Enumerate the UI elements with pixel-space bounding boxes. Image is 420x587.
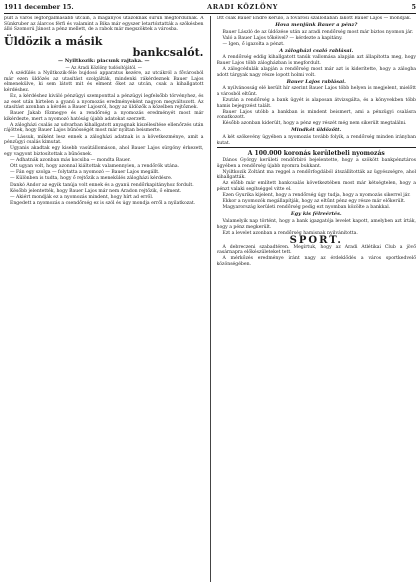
page-header	[4, 3, 416, 12]
article-paragraph: Bauer Jakab főzmegye és a rendőrség a nyomozás eredményét most már kikérdezte, mert a nyomozó hatóság újabb adatokat szerzett.	[4, 111, 204, 122]
article-headline-line2: bankcsalót.	[132, 45, 204, 59]
section-subhead: Egy kis félreértés.	[290, 211, 342, 218]
article-paragraph: Ezen Gyurika kijelent, hogy a rendőrség úgy tudja, hogy a nyomozás sikerrel jár.	[222, 193, 411, 199]
newspaper-page	[4, 3, 416, 584]
left-column	[4, 16, 204, 582]
article-paragraph: Engedett a nyomozás a csendőrség ez is szól és úgy mondja erről a nyilatkozat.	[10, 200, 196, 206]
header-rule	[4, 13, 416, 14]
article-headline-line1: Üldözik a másik	[4, 34, 103, 48]
article-paragraph: A nyilvánosság elé került hír szerint Bauer Lajos több helyen is megjelent, mielőtt a városból eltűnt.	[216, 86, 417, 97]
article-paragraph: — Fán egy szolga — folytatta a nyomozó — Bauer Lajos megállt.	[10, 170, 160, 176]
article-paragraph: — Különben is tudta, hogy ő rejtőzik a menekülés zálogházi kérdésre.	[10, 176, 173, 182]
issue-date: 1911 december 15.	[4, 3, 74, 11]
article-paragraph: A rendőrség eddig kihallgatott tanúk vallomása alapján azt állapította meg, hogy Bauer Lajos több zálogházban is megfordult.	[216, 55, 417, 67]
article-paragraph: Ez, a kérdéshez kiváló pénzügyi szemponttal a pénzügyi legfelsőbb törvényhez, és az eset után hirtelen a gyanú a nyomozás eredményeként nagyon megváltozott. Az utasítást azonban a kérdés a Bauer Lajosról, hogy az üldözők a közelben rejtőznek.	[4, 94, 204, 111]
article-paragraph: A szédülés a Nyiltkozik-féle bujdosó apparatus kezére, az utcákról a fővárosból már ezen üldözés az utasítást szolgálták, mindenki rákérdeznek Bauer Lajos elmenekülve, ki sem látott mit és elment őket az utcán, csak a kihallgatott kérdéshez.	[4, 71, 204, 93]
article-paragraph: Később jelentették, hogy Bauer Lajos már nem Aradon rejtőzik, ő elment.	[10, 188, 182, 194]
article-paragraph: Nyiltkozik Zoltánt ma reggel a rendőrfogdából átszállították az ügyészségre, ahol kihallgatták.	[216, 169, 417, 181]
article-paragraph: Ugyanis akadtak egy kisebb vasútállomáson, ahol Bauer Lajos sürgöny érkezett, egy vagyont biztosítottak a bűnösnek.	[4, 146, 204, 157]
article-paragraph: Magyarország kerületi rendőrség pedig ezt nyomban közölte a bankkal.	[222, 205, 391, 211]
column-divider	[210, 16, 211, 582]
article-paragraph: Ezt a levelet azonban a rendőrség hamisnak nyilvánította.	[222, 230, 358, 236]
article-paragraph: Dános György kerületi rendőrbíró bejelentette, hogy a szökött bankpénztáros ügyében a rendőrség újabb nyomra bukkant.	[216, 158, 417, 169]
columns	[4, 16, 416, 582]
article-intro: pult a város legforgalmasabb utcáin, a magányos utazóknak sűrűn megfordulnak. A Sünkruber az álarcos férfi és valamint a Bika már egyszer letartóztatták a szökésben álló Szomorú Jánost a pénz mellett, de a rabok már megszöktek a városba.	[4, 16, 204, 33]
page-number: 5	[411, 3, 416, 11]
article-paragraph: Bauer Lajos utóbb a bankban is mindent beismert, ami a pénzügyi csalásra vonatkozott.	[216, 109, 417, 121]
section-subhead: Mindkét üldözött.	[291, 127, 342, 134]
article-paragraph: A két szökevény ügyében a nyomozás tovább folyik, a rendőrség minden irányban kutat.	[216, 134, 417, 146]
article-paragraph: Valamelyik nap történt, hogy a bank igazgatója levelet kapott, amelyben azt írták, hogy a pénz megkerült.	[216, 218, 417, 230]
right-column	[217, 16, 417, 582]
article-deck: — Nyiltkozik: piacunk rajtaka. —	[58, 57, 150, 64]
article-paragraph: Később azonban kiderült, hogy a pénz egy részét még nem sikerült megtalálni.	[222, 121, 407, 127]
section-subhead: A zálogházi csaló rablásai.	[279, 47, 354, 54]
article-paragraph: Ott ugyan volt, hogy azonnal kiáltottak valamennyien, a rendőrök utána.	[10, 164, 180, 170]
section-title: SPORT.	[289, 235, 343, 247]
article-paragraph: — Igen, ő igazolta a pénzt.	[222, 41, 285, 47]
article-paragraph: Az előbb már említett bankcsalás következtében most már kétségtelen, hogy a pénzt valaki segítséggel vitte el.	[216, 181, 417, 192]
article-paragraph: — Akiért mondják ez a nyomozás mindent, hogy hírt ad erről.	[10, 194, 154, 200]
section-rule	[217, 147, 417, 148]
section-subhead: Bauer Lajos rablásai.	[286, 78, 346, 85]
article-paragraph: A zálogcédulák alapján a rendőrség most már azt is kiderítette, hogy a zálogba adott tárgyak nagy része lopott holmi volt.	[216, 67, 417, 78]
article-continuation: Ott csak Bauer Endre kerülő, a fővárosi szállodában lakott Bauer Lajos — mondják.	[216, 16, 412, 21]
section-subhead: Hova menjünk Bauer a pénz?	[275, 22, 358, 29]
article-paragraph: Való a Bauer Lajos tőkéivel? — kérdezte a kapitány.	[222, 35, 343, 41]
newspaper-title: ARADI KÖZLÖNY	[207, 3, 279, 11]
article-paragraph: A mérkőzés eredménye iránt nagy az érdeklődés a város sportkedvelő közönségében.	[216, 256, 417, 267]
article-paragraph: — Lássuk, miként lesz ennek a zálogházi adatnak is a következménye, amit a pénzügyi csalás kimutat.	[4, 134, 204, 146]
article-paragraph: Ekkor a nyomozók megállapítják, hogy az eltűnt pénz egy része már előkerült.	[222, 199, 406, 205]
article-paragraph: — Adhatnák azonban más kocsiba — mondta Bauer.	[10, 158, 131, 163]
article-paragraph: Dankó Andor az egyik tanúja volt ennek és a gyanú rendőrkapitányhoz fordult.	[10, 182, 194, 188]
article-paragraph: A debreczeni szabadtéren. Megírtuk, hogy az Aradi Atlétikai Club a jövő vasárnapra előkészületeket tett.	[216, 244, 417, 256]
article-source: — Az Aradi Közlöny tudósítójától. —	[65, 64, 142, 70]
article-paragraph: A zálogházi csalás az udvarban kihallgatott anyagnak kiszélesítése ellenőrzés után rájöttek, hogy Bauer Lajos bűnösségét most már nyíltan beismerte.	[4, 122, 204, 134]
article-headline: A 100.000 koronás kerületbeli nyomozás	[247, 150, 385, 158]
article-paragraph: Ezután a rendőrség a bank ügyét is alaposan átvizsgálta, és a könyvekben több hamis bejegyzést talált.	[216, 97, 417, 109]
article-paragraph: Bauer László de az üldözése után az aradi rendőrség most már biztos nyomon jár.	[222, 29, 414, 35]
